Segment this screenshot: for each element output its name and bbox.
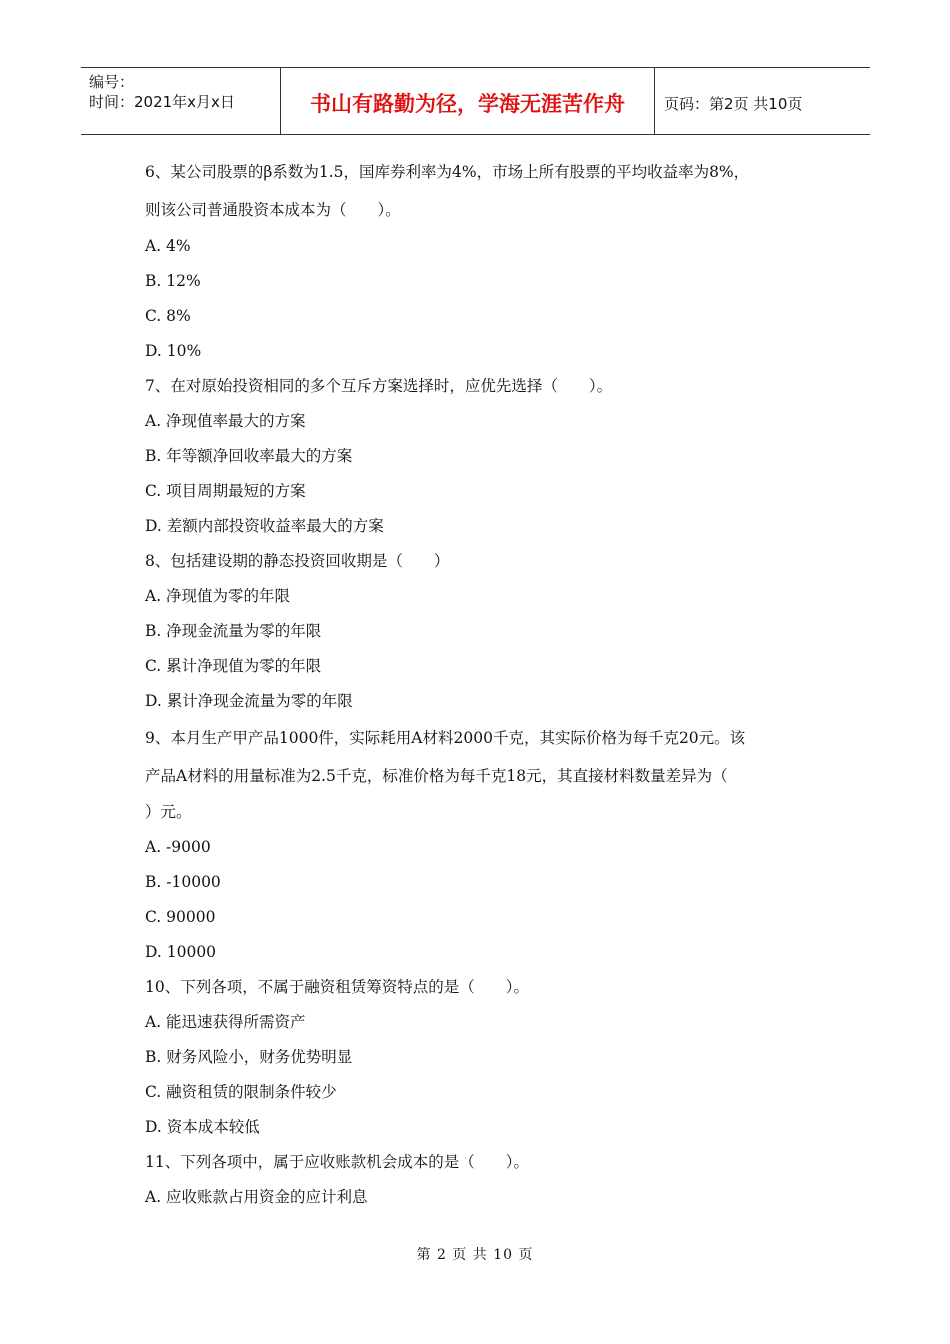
option-line: B. 年等额净回收率最大的方案 [145,447,353,465]
option-line: D. 10000 [145,943,217,961]
option-line: B. 财务风险小，财务优势明显 [145,1048,353,1066]
option-line: D. 10% [145,342,202,360]
option-line: A. 应收账款占用资金的应计利息 [145,1188,368,1206]
header-page-info: 页码：第2页 共10页 [664,94,803,113]
question-7: 7、在对原始投资相同的多个互斥方案选择时，应优先选择（ ）。 [145,377,613,395]
question-10: 10、下列各项，不属于融资租赁筹资特点的是（ ）。 [145,978,529,996]
header-meta [81,68,281,134]
page-header [81,67,870,135]
question-9-line-2: 产品A材料的用量标准为2.5千克，标准价格为每千克18元，其直接材料数量差异为（ [145,767,728,785]
document-number-label: 编号： [89,73,135,91]
option-line: B. 净现金流量为零的年限 [145,622,322,640]
option-line: A. 能迅速获得所需资产 [145,1013,306,1031]
option-line: A. 4% [145,237,191,255]
question-9-line-3: ）元。 [145,803,192,821]
question-8: 8、包括建设期的静态投资回收期是（ ） [145,552,450,570]
question-6-line-1: 6、某公司股票的β系数为1.5，国库券利率为4%，市场上所有股票的平均收益率为8%， [145,163,750,181]
option-line: B. 12% [145,272,201,290]
document-body [145,153,810,1215]
question-11: 11、下列各项中，属于应收账款机会成本的是（ ）。 [145,1153,529,1171]
option-line: C. 累计净现值为零的年限 [145,657,322,675]
option-line: C. 8% [145,307,191,325]
option-line: C. 项目周期最短的方案 [145,482,306,500]
option-line: C. 90000 [145,908,216,926]
option-line: C. 融资租赁的限制条件较少 [145,1083,337,1101]
option-line: D. 累计净现金流量为零的年限 [145,692,353,710]
option-line: A. 净现值为零的年限 [145,587,291,605]
option-line: A. -9000 [145,838,211,856]
question-9-line-1: 9、本月生产甲产品1000件，实际耗用A材料2000千克，其实际价格为每千克20元。该 [145,729,746,747]
option-line: B. -10000 [145,873,221,891]
document-time-label: 时间：2021年x月x日 [89,93,235,111]
option-line: A. 净现值率最大的方案 [145,412,306,430]
header-slogan: 书山有路勤为径，学海无涯苦作舟 [281,68,655,134]
option-line: D. 资本成本较低 [145,1118,260,1136]
page-footer: 第 2 页 共 10 页 [416,1247,534,1263]
option-line: D. 差额内部投资收益率最大的方案 [145,517,384,535]
question-6-line-2: 则该公司普通股资本成本为（ ）。 [145,201,401,219]
